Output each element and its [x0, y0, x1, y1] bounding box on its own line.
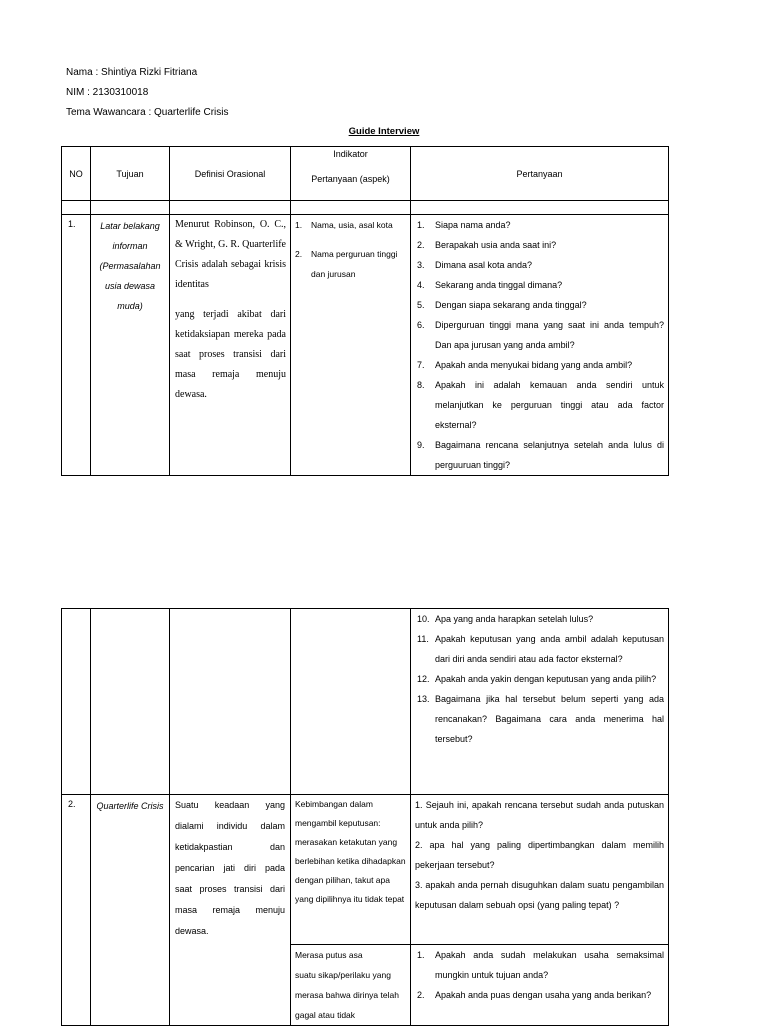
- header-indikator-line2: Pertanyaan (aspek): [311, 174, 390, 184]
- header-nama-row: [66, 67, 466, 79]
- row1-no: 1.: [62, 215, 91, 476]
- header-indikator: [291, 147, 411, 201]
- header-no: NO: [62, 147, 91, 201]
- row2-pertanyaan-a: [411, 795, 669, 945]
- question-item: [415, 295, 664, 315]
- guide-table-part-2: [61, 608, 669, 1026]
- question-number: 7.: [417, 360, 425, 370]
- question-number: 6.: [417, 320, 425, 330]
- row2-definisi: Suatu keadaan yang dialami individu dalam ketidakpastian dan pencarian jati diri pada saat proses transisi dari masa remaja menuju dewasa.: [170, 795, 291, 1026]
- question-item: [415, 609, 664, 629]
- question-number: 1.: [417, 220, 425, 230]
- row1-cont-question-list: [415, 609, 664, 749]
- header-tujuan: Tujuan: [91, 147, 170, 201]
- question-item: [415, 275, 664, 295]
- row2-ind-b-text: suatu sikap/perilaku yang merasa bahwa dirinya telah gagal atau tidak: [295, 970, 399, 1020]
- spacer-row: [62, 201, 669, 215]
- question-item: [415, 669, 664, 689]
- question-number: 2.: [417, 990, 425, 1000]
- question-item: [415, 315, 664, 355]
- question-text: Bagaimana rencana selanjutnya setelah anda lulus di perguuruan tinggi?: [435, 440, 664, 470]
- question-number: 8.: [417, 380, 425, 390]
- header-nim-row: [66, 87, 466, 99]
- question-text: Apa yang anda harapkan setelah lulus?: [435, 614, 594, 624]
- row2-no: 2.: [62, 795, 91, 1026]
- question-number: 2.: [417, 240, 425, 250]
- question-item: [415, 375, 664, 435]
- question-text: Dimana asal kota anda?: [435, 260, 533, 270]
- row1-pertanyaan: [411, 215, 669, 476]
- question-number: 9.: [417, 440, 425, 450]
- question-item: 2. apa hal yang paling dipertimbangkan dalam memilih pekerjaan tersebut?: [415, 840, 664, 870]
- question-text: Dengan siapa sekarang anda tinggal?: [435, 300, 587, 310]
- row1-indikator: [291, 215, 411, 476]
- question-number: 5.: [417, 300, 425, 310]
- question-text: Apakah anda sudah melakukan usaha semaksimal mungkin untuk tujuan anda?: [435, 950, 664, 980]
- question-item: 1. Sejauh ini, apakah rencana tersebut sudah anda putuskan untuk anda pilih?: [415, 800, 664, 830]
- question-text: Siapa nama anda?: [435, 220, 511, 230]
- table-header-row: [62, 147, 669, 201]
- indikator-number: 2.: [295, 249, 303, 259]
- indikator-item: [295, 244, 406, 284]
- nama-label: Nama: [66, 67, 93, 78]
- question-item: [415, 689, 664, 749]
- question-item: [415, 629, 664, 669]
- question-number: 1.: [417, 950, 425, 960]
- question-text: Bagaimana jika hal tersebut belum seperti yang ada rencanakan? Bagaimana cara anda menerima hal tersebut?: [435, 694, 664, 744]
- table-row: [62, 795, 669, 945]
- row2-indikator-a: [291, 795, 411, 945]
- question-number: 10.: [417, 614, 430, 624]
- question-item: [415, 215, 664, 235]
- question-number: 13.: [417, 694, 430, 704]
- header-tema-row: [66, 107, 466, 119]
- tema-value: : Quarterlife Crisis: [148, 107, 229, 118]
- question-text: Apakah keputusan yang anda ambil adalah keputusan dari diri anda sendiri atau ada factor eksternal?: [435, 634, 664, 664]
- nama-value: : Shintiya Rizki Fitriana: [95, 67, 198, 78]
- row2-indikator-b: [291, 945, 411, 1026]
- row2-ind-b-title: Merasa putus asa: [295, 950, 363, 960]
- tema-label: Tema Wawancara: [66, 107, 146, 118]
- question-item: [415, 945, 664, 985]
- indikator-item: [295, 215, 406, 235]
- row1-cont-pertanyaan: [411, 609, 669, 795]
- row1-definisi: [170, 215, 291, 476]
- indikator-text: Nama, usia, asal kota: [311, 220, 393, 230]
- page-title: Guide Interview: [348, 126, 420, 137]
- nim-value: : 2130310018: [87, 87, 149, 98]
- question-number: 12.: [417, 674, 430, 684]
- table-row: [62, 215, 669, 476]
- guide-table-part-1: [61, 146, 669, 476]
- indikator-number: 1.: [295, 220, 303, 230]
- nim-label: NIM: [66, 87, 85, 98]
- row1-question-list: [415, 215, 664, 475]
- table-row: [62, 609, 669, 795]
- question-text: Apakah anda menyukai bidang yang anda ambil?: [435, 360, 633, 370]
- header-pertanyaan: Pertanyaan: [411, 147, 669, 201]
- row2-question-list-b: [415, 945, 664, 1005]
- row2-tujuan: Quarterlife Crisis: [91, 795, 170, 1026]
- question-item: [415, 255, 664, 275]
- question-text: Apakah ini adalah kemauan anda sendiri untuk melanjutkan ke perguruan tinggi atau ada factor eksternal?: [435, 380, 664, 430]
- header-definisi: Definisi Orasional: [170, 147, 291, 201]
- question-text: Sekarang anda tinggal dimana?: [435, 280, 563, 290]
- indikator-text: Nama perguruan tinggi dan jurusan: [311, 249, 398, 279]
- row1-indikator-list: [295, 215, 406, 284]
- question-item: [415, 985, 664, 1005]
- row2-pertanyaan-b: [411, 945, 669, 1026]
- question-item: [415, 235, 664, 255]
- question-item: [415, 355, 664, 375]
- row1-tujuan: Latar belakang informan (Permasalahan usia dewasa muda): [91, 215, 170, 476]
- header-indikator-line1: Indikator: [333, 149, 368, 159]
- question-text: Diperguruan tinggi mana yang saat ini anda tempuh? Dan apa jurusan yang anda ambil?: [435, 320, 664, 350]
- row2-ind-a-text: merasakan ketakutan yang berlebihan ketika dihadapkan dengan pilihan, takut apa yang dipilihnya itu tidak tepat: [295, 837, 406, 904]
- row1-definisi-a: Menurut Robinson, O. C., & Wright, G. R. Quarterlife Crisis adalah sebagai krisis identitas: [175, 219, 286, 290]
- row1-definisi-b: yang terjadi akibat dari ketidaksiapan mereka pada saat proses transisi dari masa remaja menuju dewasa.: [175, 309, 286, 400]
- question-number: 3.: [417, 260, 425, 270]
- question-item: [415, 435, 664, 475]
- question-number: 4.: [417, 280, 425, 290]
- question-item: 3. apakah anda pernah disuguhkan dalam suatu pengambilan keputusan dalam sebuah opsi (yang paling tepat) ?: [415, 880, 664, 910]
- question-number: 11.: [417, 634, 429, 644]
- question-text: Berapakah usia anda saat ini?: [435, 240, 557, 250]
- row2-ind-a-title: Kebimbangan dalam mengambil keputusan:: [295, 799, 381, 828]
- question-text: Apakah anda puas dengan usaha yang anda berikan?: [435, 990, 652, 1000]
- row2-question-list-a: [415, 795, 664, 915]
- question-text: Apakah anda yakin dengan keputusan yang anda pilih?: [435, 674, 657, 684]
